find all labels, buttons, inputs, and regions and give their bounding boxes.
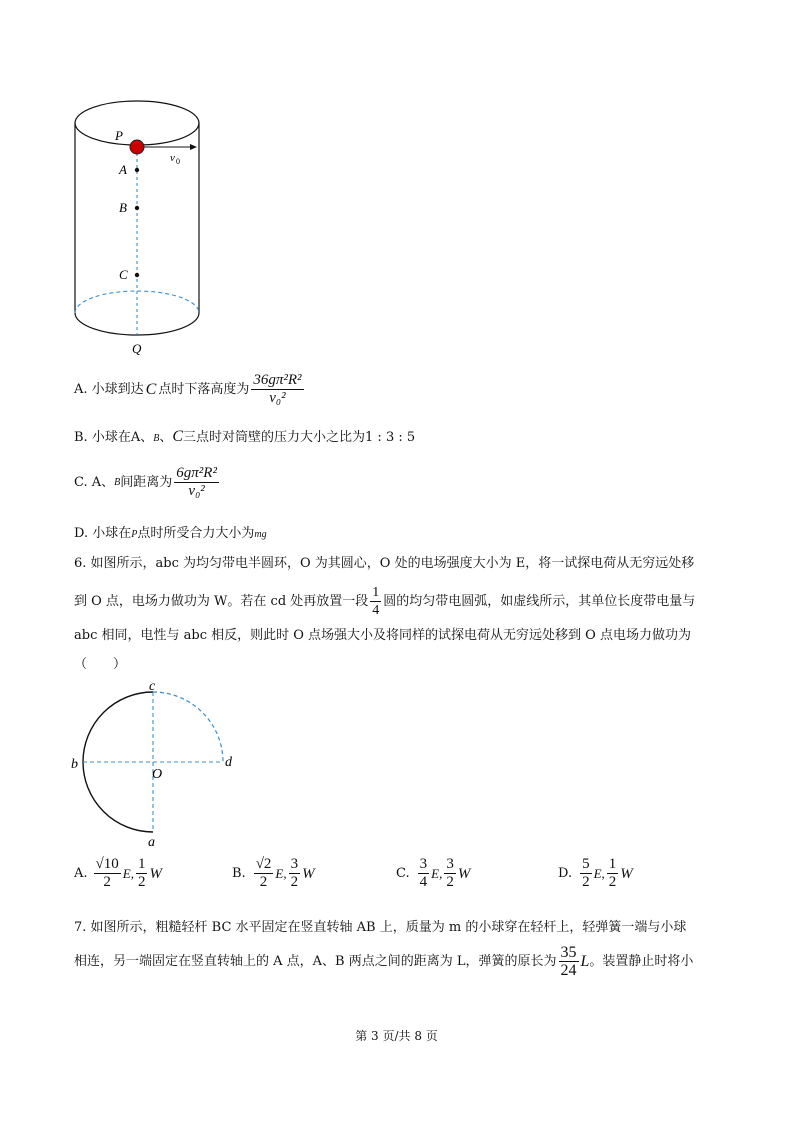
- q6-d-e-unit: E,: [593, 865, 605, 881]
- q5-c-prefix: C. A、: [74, 474, 115, 490]
- cylinder-top-rim: [75, 101, 199, 145]
- q6-c-w-den: 2: [446, 874, 454, 890]
- q5-a-var: C: [145, 380, 157, 398]
- q5-option-d: [74, 526, 267, 543]
- q5-c-mid: 间距离为: [120, 474, 173, 490]
- q6-option-d: [558, 856, 633, 891]
- q5-b-var-c: C: [172, 428, 184, 445]
- q6-b-e-frac: [254, 856, 274, 891]
- q5-a-prefix: A. 小球到达: [74, 381, 144, 397]
- semicircle-figure: [68, 680, 248, 850]
- q6-b-w-frac: [289, 856, 301, 891]
- q5-d-prefix: D. 小球在: [74, 526, 132, 541]
- q6-d-w-den: 2: [608, 874, 617, 890]
- cylinder-figure: [60, 85, 220, 355]
- label-b: B: [119, 200, 127, 215]
- point-c: [135, 273, 139, 277]
- q5-c-num: 6gπ²R²: [176, 465, 217, 481]
- label-q: Q: [132, 341, 142, 355]
- q6-c-e-frac: [418, 856, 430, 891]
- q6-line-1: 6. 如图所示，abc 为均匀带电半圆环，O 为其圆心，O 处的电场强度大小为 E，将一试探电荷从无穷远处移: [74, 556, 695, 571]
- q6-c-w-frac: [444, 856, 456, 891]
- q6-frac-den: 4: [372, 603, 380, 618]
- q6-a-e-unit: E,: [122, 865, 134, 881]
- q5-c-var-b: B: [114, 476, 121, 488]
- q6-a-w-den: 2: [137, 874, 146, 890]
- q5-b-mid: 三点时对筒壁的压力大小之比为: [183, 430, 366, 445]
- q7-frac-num: 35: [560, 944, 577, 961]
- label-a-point: a: [148, 835, 155, 850]
- label-v0-sub: 0: [176, 157, 180, 166]
- q6-a-e-frac: [94, 856, 121, 891]
- q6-line-2: [74, 584, 695, 619]
- q5-option-b: [74, 429, 415, 447]
- velocity-arrowhead: [190, 144, 197, 150]
- q5-c-den: v₀²: [188, 483, 205, 499]
- q7-line-1: 7. 如图所示，粗糙轻杆 BC 水平固定在竖直转轴 AB 上，质量为 m 的小球穿在轻杆上，轻弹簧一端与小球: [74, 920, 687, 935]
- q6-b-label: B.: [232, 865, 246, 881]
- q6-c-label: C.: [396, 865, 410, 881]
- q6-c-w-unit: W: [457, 865, 471, 882]
- q6-frac-num: 1: [372, 585, 380, 600]
- q5-b-sep: 、: [159, 430, 173, 445]
- q6-options: [74, 856, 694, 906]
- q7-line-2b: 。装置静止时将小: [589, 953, 694, 969]
- q6-c-w-num: 3: [446, 856, 454, 872]
- label-d-point: d: [225, 755, 232, 770]
- q5-c-fraction: [174, 465, 219, 500]
- label-p: P: [115, 128, 123, 143]
- q6-a-e-num: √10: [95, 856, 119, 872]
- q6-a-w-num: 1: [137, 856, 146, 872]
- q7-fraction: [559, 944, 579, 979]
- q6-c-e-num: 3: [419, 856, 428, 872]
- q6-c-e-den: 4: [419, 874, 428, 890]
- q7-frac-unit: L: [580, 952, 590, 970]
- q6-d-label: D.: [558, 865, 573, 881]
- ball-p: [130, 140, 144, 154]
- label-a: A: [119, 162, 127, 177]
- q6-a-e-den: 2: [103, 874, 111, 890]
- q6-b-e-num: √2: [255, 856, 272, 872]
- point-a: [135, 168, 139, 172]
- q6-a-w-frac: [136, 856, 148, 891]
- q6-d-w-frac: [607, 856, 619, 891]
- q5-a-num: 36gπ²R²: [253, 372, 302, 388]
- label-c-point: c: [149, 680, 156, 694]
- q6-b-e-den: 2: [259, 874, 268, 890]
- q5-d-mid: 点时所受合力大小为: [137, 526, 255, 541]
- q6-b-e-unit: E,: [275, 865, 287, 881]
- q6-line-2a: 到 O 点，电场力做功为 W。若在 cd 处再放置一段: [74, 593, 369, 609]
- label-c: C: [119, 267, 128, 282]
- q6-b-w-num: 3: [290, 856, 299, 872]
- q6-paren: （ ）: [74, 657, 127, 672]
- q6-line-3: abc 相同，电性与 abc 相反，则此时 O 点场强大小及将同样的试探电荷从无穷远处移到 O 点电场力做功为: [74, 628, 691, 643]
- quarter-arc-cd: [153, 692, 223, 762]
- q7-line-2: [74, 944, 693, 979]
- q5-a-den: v₀²: [269, 390, 286, 406]
- q5-a-fraction: [251, 372, 303, 407]
- point-b: [135, 206, 139, 210]
- q6-d-e-frac: [580, 856, 592, 891]
- q6-option-c: [396, 856, 470, 891]
- q6-d-e-num: 5: [582, 856, 590, 872]
- q6-d-w-num: 1: [608, 856, 617, 872]
- q5-a-mid: 点时下落高度为: [158, 381, 250, 397]
- q6-a-w-unit: W: [149, 865, 162, 882]
- q5-b-var-b: B: [153, 433, 160, 444]
- q5-option-c: [74, 465, 221, 500]
- q5-b-text: B. 小球在A、: [74, 430, 154, 445]
- label-v0: v: [170, 152, 175, 164]
- q6-a-label: A.: [74, 865, 88, 881]
- q6-quarter-fraction: [370, 584, 381, 619]
- q5-option-a: [74, 372, 306, 407]
- q7-line-2a: 相连，另一端固定在竖直转轴上的 A 点，A、B 两点之间的距离为 L，弹簧的原长为: [74, 953, 557, 969]
- label-b-point: b: [71, 757, 78, 772]
- q6-option-a: [74, 856, 162, 891]
- page-footer: 第 3 页/共 8 页: [355, 1029, 438, 1043]
- q5-b-ratio: 1 : 3 : 5: [365, 430, 416, 445]
- q5-d-var-p: P: [131, 529, 138, 540]
- q6-b-w-unit: W: [302, 865, 315, 882]
- q6-c-e-unit: E,: [431, 865, 443, 881]
- q6-option-b: [232, 856, 315, 891]
- q6-d-w-unit: W: [620, 865, 633, 882]
- label-o-point: O: [152, 767, 163, 782]
- q7-frac-den: 24: [560, 962, 577, 979]
- q6-d-e-den: 2: [582, 874, 590, 890]
- q6-line-2b: 圆的均匀带电圆弧，如虚线所示，其单位长度带电量与: [383, 593, 696, 609]
- q5-d-mg: mg: [254, 529, 267, 540]
- q6-b-w-den: 2: [290, 874, 299, 890]
